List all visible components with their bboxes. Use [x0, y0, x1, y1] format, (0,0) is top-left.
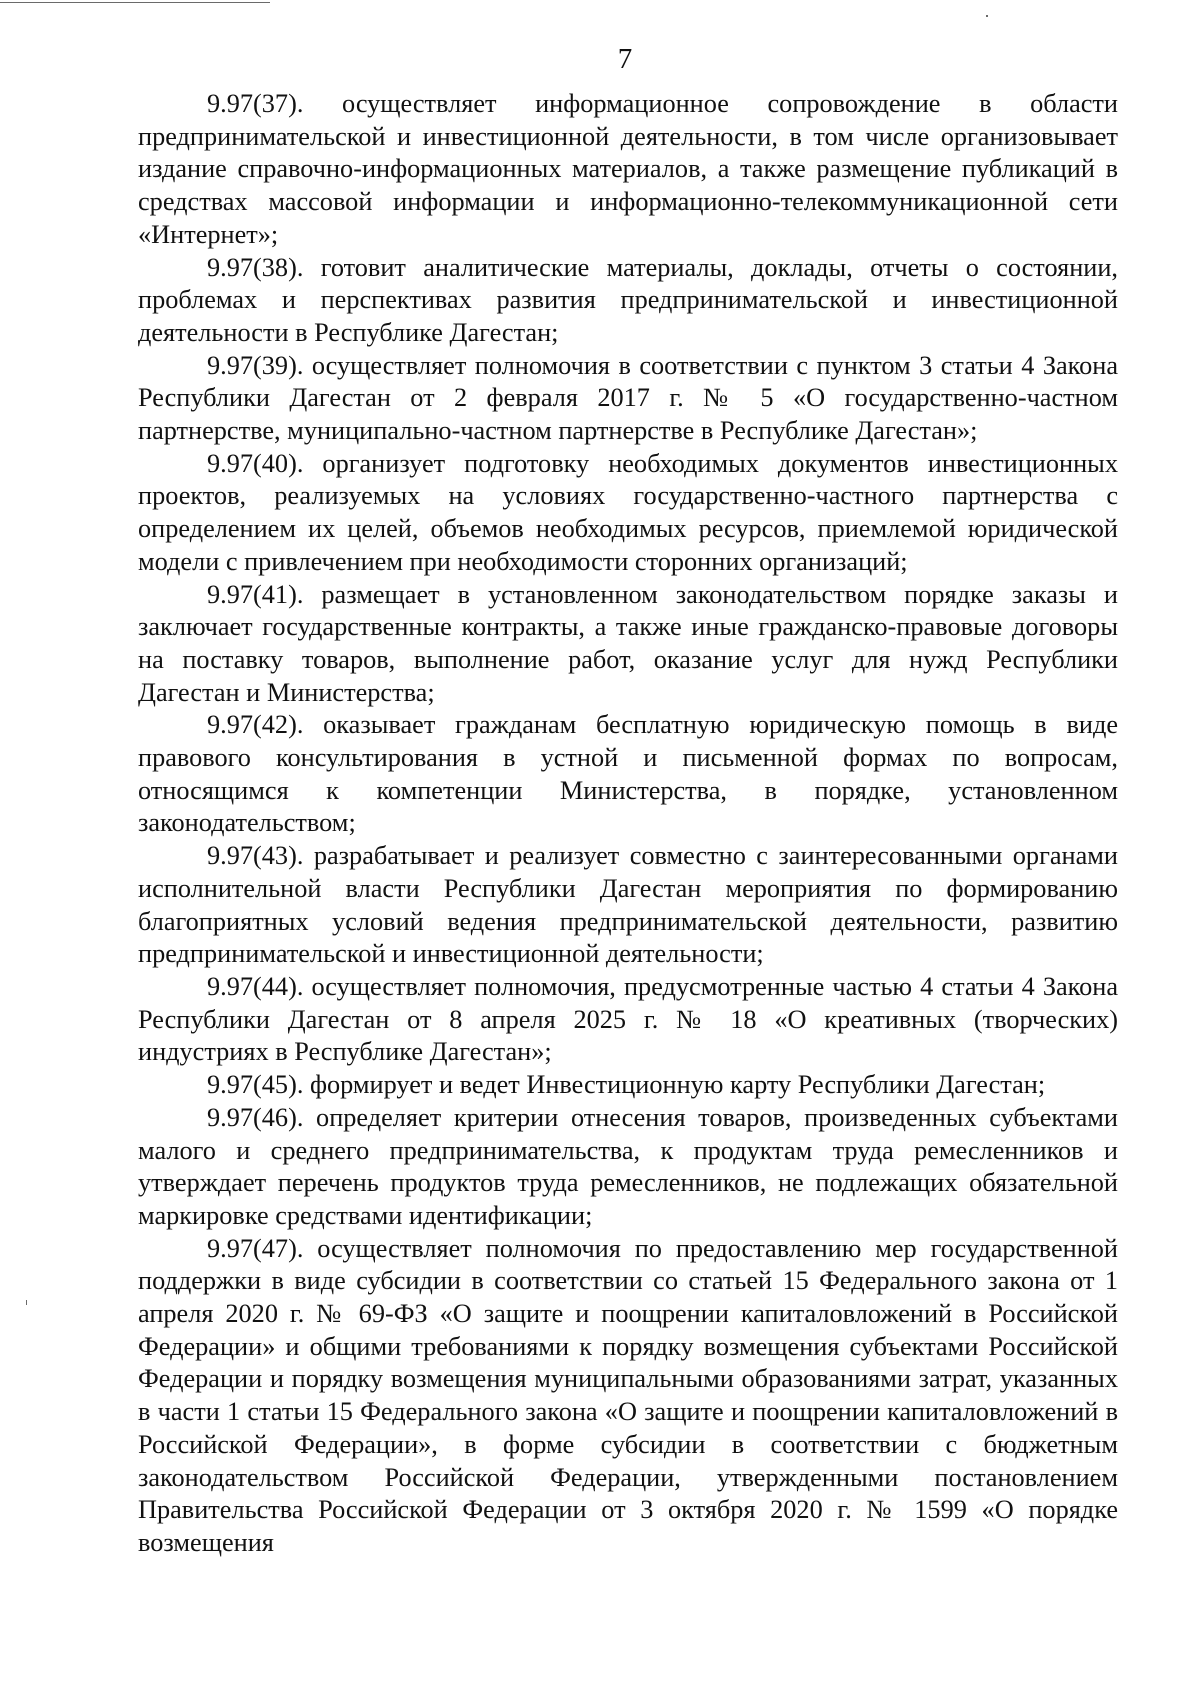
paragraph-9-97-46: 9.97(46). определяет критерии отнесения товаров, произведенных субъектами малого и среднего предпринимательства, к продуктам труда ремесленников и утверждает перечень продуктов труда ремесленников, не подлежащих обязательной маркировке средствами идентификации; [138, 1102, 1118, 1230]
page-number: 7 [617, 43, 633, 75]
paragraph-9-97-44: 9.97(44). осуществляет полномочия, предусмотренные частью 4 статьи 4 Закона Республики Дагестан от 8 апреля 2025 г. № 18 «О креативных (творческих) индустриях в Республике Дагестан»; [138, 971, 1118, 1067]
paragraph-9-97-41: 9.97(41). размещает в установленном законодательством порядке заказы и заключает государственные контракты, а также иные гражданско-правовые договоры на поставку товаров, выполнение работ, оказание услуг для нужд Республики Дагестан и Министерства; [138, 579, 1118, 707]
paragraph-9-97-38: 9.97(38). готовит аналитические материалы, доклады, отчеты о состоянии, проблемах и перспективах развития предпринимательской и инвестиционной деятельности в Республике Дагестан; [138, 252, 1118, 347]
scan-speck [986, 15, 988, 17]
paragraph-9-97-39: 9.97(39). осуществляет полномочия в соответствии с пунктом 3 статьи 4 Закона Республики Дагестан от 2 февраля 2017 г. № 5 «О государственно-частном партнерстве, муниципально-частном партнерстве в Республике Дагестан»; [138, 350, 1118, 446]
paragraph-9-97-43: 9.97(43). разрабатывает и реализует совместно с заинтересованными органами исполнительной власти Республики Дагестан мероприятия по формированию благоприятных условий ведения предпринимательской деятельности, развитию предпринимательской и инвестиционной деятельности; [138, 841, 1118, 969]
scan-edge-line [0, 2, 270, 3]
paragraph-9-97-47: 9.97(47). осуществляет полномочия по предоставлению мер государственной поддержки в виде субсидии в соответствии со статьей 15 Федерального закона от 1 апреля 2020 г. № 69-ФЗ «О защите и поощрении капиталовложений в Российской Федерации» и общими требованиями к порядку возмещения субъектами Российской Федерации и порядку возмещения муниципальными образованиями затрат, указанных в части 1 статьи 15 Федерального закона «О защите и поощрении капиталовложений в Российской Федерации», в форме субсидии в соответствии с бюджетным законодательством Российской Федерации, утвержденными постановлением Правительства Российской Федерации от 3 октября 2020 г. № 1599 «О порядке возмещения [138, 1233, 1118, 1557]
document-body [138, 88, 1118, 1560]
scan-speck [26, 1300, 27, 1305]
paragraph-9-97-45: 9.97(45). формирует и ведет Инвестиционную карту Республики Дагестан; [207, 1070, 1046, 1100]
paragraph-9-97-40: 9.97(40). организует подготовку необходимых документов инвестиционных проектов, реализуемых на условиях государственно-частного партнерства с определением их целей, объемов необходимых ресурсов, приемлемой юридической модели с привлечением при необходимости сторонних организаций; [138, 448, 1118, 576]
paragraph-9-97-37: 9.97(37). осуществляет информационное сопровождение в области предпринимательской и инвестиционной деятельности, в том числе организовывает издание справочно-информационных материалов, а также размещение публикаций в средствах массовой информации и информационно-телекоммуникационной сети «Интернет»; [138, 89, 1118, 249]
paragraph-9-97-42: 9.97(42). оказывает гражданам бесплатную юридическую помощь в виде правового консультирования в устной и письменной формах по вопросам, относящимся к компетенции Министерства, в порядке, установленном законодательством; [138, 710, 1118, 838]
